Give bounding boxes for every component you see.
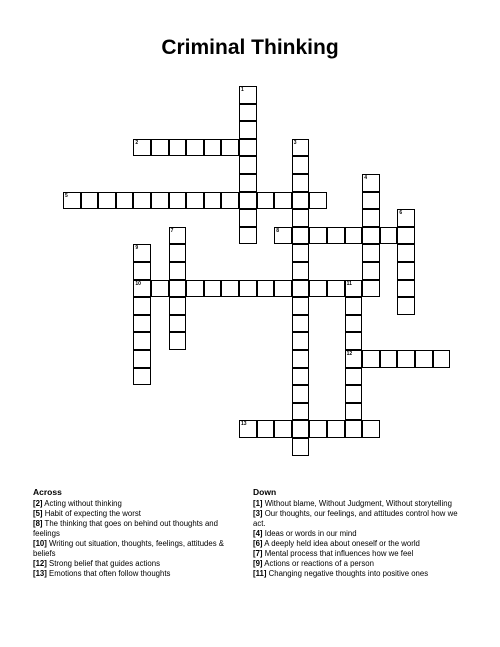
cell-number: 1 <box>241 87 244 93</box>
grid-cell[interactable] <box>397 297 415 315</box>
cell-number: 7 <box>170 227 174 234</box>
grid-cell[interactable] <box>169 315 187 333</box>
grid-cell[interactable] <box>221 139 239 157</box>
grid-cell[interactable] <box>239 192 257 210</box>
grid-cell[interactable] <box>239 420 257 438</box>
clue-text: Strong belief that guides actions <box>46 559 161 568</box>
grid-cell[interactable] <box>362 244 380 262</box>
grid-cell[interactable] <box>292 385 310 403</box>
grid-cell[interactable] <box>292 139 310 157</box>
grid-cell[interactable] <box>221 192 239 210</box>
grid-cell[interactable] <box>257 420 275 438</box>
puzzle-title: Criminal Thinking <box>161 36 339 59</box>
grid-cell[interactable] <box>239 174 257 192</box>
grid-cell[interactable] <box>239 139 257 157</box>
grid-cell[interactable] <box>133 332 151 350</box>
cell-number: 11 <box>346 280 352 287</box>
grid-cell[interactable] <box>186 280 204 298</box>
grid-cell[interactable] <box>133 350 151 368</box>
grid-cell[interactable] <box>239 104 257 122</box>
grid-cell[interactable] <box>327 227 345 245</box>
grid-cell[interactable] <box>292 209 310 227</box>
grid-cell[interactable] <box>274 280 292 298</box>
cell-number: 10 <box>135 280 141 287</box>
grid-cell[interactable] <box>133 368 151 386</box>
grid-cell[interactable] <box>169 280 187 298</box>
clue-number: [13] <box>33 569 47 578</box>
grid-cell[interactable] <box>169 244 187 262</box>
grid-cell[interactable] <box>98 192 116 210</box>
grid-cell[interactable] <box>292 280 310 298</box>
clue-down-4 <box>253 529 468 539</box>
grid-cell[interactable] <box>397 209 415 227</box>
clue-number: [3] <box>253 509 263 518</box>
clue-text: Changing negative thoughts into positive ones <box>266 569 429 578</box>
grid-cell[interactable] <box>292 244 310 262</box>
grid-cell[interactable] <box>292 262 310 280</box>
grid-cell[interactable] <box>239 227 257 245</box>
grid-cell[interactable] <box>380 227 398 245</box>
grid-cell[interactable] <box>186 139 204 157</box>
clue-text: A deeply held idea about oneself or the world <box>262 539 420 548</box>
grid-cell[interactable] <box>274 192 292 210</box>
grid-cell[interactable] <box>362 174 380 192</box>
grid-cell[interactable] <box>397 262 415 280</box>
clue-across-8 <box>33 519 243 539</box>
grid-cell[interactable] <box>169 139 187 157</box>
clue-across-12 <box>33 559 243 569</box>
cell-number: 3 <box>293 139 297 146</box>
clue-number: [5] <box>33 509 43 518</box>
grid-cell[interactable] <box>257 192 275 210</box>
clue-text: Actions or reactions of a person <box>262 559 374 568</box>
clue-text: Our thoughts, our feelings, and attitudes control how we act. <box>253 509 458 528</box>
grid-cell[interactable] <box>151 192 169 210</box>
grid-cell[interactable] <box>397 227 415 245</box>
grid-cell[interactable] <box>433 350 451 368</box>
grid-cell[interactable] <box>415 350 433 368</box>
grid-cell[interactable] <box>292 174 310 192</box>
grid-cell[interactable] <box>309 280 327 298</box>
grid-cell[interactable] <box>133 280 151 298</box>
clue-down-1 <box>253 499 468 509</box>
grid-cell[interactable] <box>151 139 169 157</box>
grid-cell[interactable] <box>133 297 151 315</box>
grid-cell[interactable] <box>116 192 134 210</box>
grid-cell[interactable] <box>345 350 363 368</box>
grid-cell[interactable] <box>133 244 151 262</box>
grid-cell[interactable] <box>133 315 151 333</box>
clue-number: [1] <box>253 499 263 508</box>
grid-cell[interactable] <box>169 297 187 315</box>
cell-number: 2 <box>135 139 139 146</box>
grid-cell[interactable] <box>345 280 363 298</box>
grid-cell[interactable] <box>292 297 310 315</box>
grid-cell[interactable] <box>362 350 380 368</box>
grid-cell[interactable] <box>169 227 187 245</box>
grid-cell[interactable] <box>362 280 380 298</box>
clue-down-6 <box>253 539 468 549</box>
grid-cell[interactable] <box>292 420 310 438</box>
clue-text: Acting without thinking <box>42 499 122 508</box>
grid-cell[interactable] <box>274 227 292 245</box>
grid-cell[interactable] <box>292 192 310 210</box>
grid-cell[interactable] <box>204 192 222 210</box>
clue-text: Writing out situation, thoughts, feelings, attitudes & beliefs <box>33 539 224 558</box>
grid-cell[interactable] <box>345 385 363 403</box>
grid-cell[interactable] <box>292 403 310 421</box>
grid-cell[interactable] <box>63 192 81 210</box>
clue-down-3 <box>253 509 468 529</box>
grid-cell[interactable] <box>309 227 327 245</box>
clue-text: Emotions that often follow thoughts <box>46 569 171 578</box>
grid-cell[interactable] <box>221 280 239 298</box>
grid-cell[interactable] <box>274 420 292 438</box>
across-clues <box>33 487 243 579</box>
clue-text: The thinking that goes on behind out thoughts and feelings <box>33 519 218 538</box>
grid-cell[interactable] <box>292 156 310 174</box>
grid-cell[interactable] <box>362 420 380 438</box>
grid-cell[interactable] <box>362 192 380 210</box>
clue-across-5 <box>33 509 243 519</box>
down-clues <box>253 487 468 579</box>
grid-cell[interactable] <box>169 262 187 280</box>
grid-cell[interactable] <box>239 280 257 298</box>
grid-cell[interactable] <box>292 227 310 245</box>
clue-down-7 <box>253 549 468 559</box>
clue-text: Mental process that influences how we feel <box>262 549 414 558</box>
grid-cell[interactable] <box>169 332 187 350</box>
clue-across-10 <box>33 539 243 559</box>
grid-cell[interactable] <box>397 280 415 298</box>
grid-cell[interactable] <box>345 297 363 315</box>
cell-number: 6 <box>399 210 403 217</box>
grid-cell[interactable] <box>327 420 345 438</box>
down-heading: Down <box>253 487 277 497</box>
grid-cell[interactable] <box>81 192 99 210</box>
grid-cell[interactable] <box>362 262 380 280</box>
grid-cell[interactable] <box>239 121 257 139</box>
grid-cell[interactable] <box>292 438 310 456</box>
grid-cell[interactable] <box>327 280 345 298</box>
grid-cell[interactable] <box>345 420 363 438</box>
clue-number: [7] <box>253 549 263 558</box>
grid-cell[interactable] <box>397 350 415 368</box>
grid-cell[interactable] <box>239 156 257 174</box>
grid-cell[interactable] <box>397 244 415 262</box>
grid-cell[interactable] <box>345 332 363 350</box>
grid-cell[interactable] <box>292 368 310 386</box>
clue-number: [12] <box>33 559 47 568</box>
clue-down-11 <box>253 569 468 579</box>
grid-cell[interactable] <box>292 332 310 350</box>
grid-cell[interactable] <box>151 280 169 298</box>
grid-cell[interactable] <box>309 192 327 210</box>
cell-number: 4 <box>364 175 367 181</box>
grid-cell[interactable] <box>362 209 380 227</box>
grid-cell[interactable] <box>292 350 310 368</box>
grid-cell[interactable] <box>186 192 204 210</box>
cell-number: 9 <box>135 245 139 252</box>
clue-text: Habit of expecting the worst <box>42 509 141 518</box>
clue-across-2 <box>33 499 243 509</box>
grid-cell[interactable] <box>239 209 257 227</box>
grid-cell[interactable] <box>345 403 363 421</box>
cell-number: 5 <box>65 192 68 199</box>
clue-text: Without blame, Without Judgment, Without storytelling <box>262 499 452 508</box>
grid-cell[interactable] <box>362 227 380 245</box>
grid-cell[interactable] <box>345 315 363 333</box>
clue-number: [11] <box>253 569 267 578</box>
grid-cell[interactable] <box>204 280 222 298</box>
grid-cell[interactable] <box>345 227 363 245</box>
clue-number: [10] <box>33 539 47 548</box>
clue-text: Ideas or words in our mind <box>262 529 357 538</box>
clue-number: [2] <box>33 499 43 508</box>
clue-across-13 <box>33 569 243 579</box>
cell-number: 12 <box>346 351 353 357</box>
cell-number: 8 <box>276 227 279 234</box>
grid-cell[interactable] <box>239 86 257 104</box>
cell-number: 13 <box>241 421 247 428</box>
clue-number: [9] <box>253 559 263 568</box>
across-heading: Across <box>33 487 62 497</box>
grid-cell[interactable] <box>133 192 151 210</box>
clue-down-9 <box>253 559 468 569</box>
grid-cell[interactable] <box>309 420 327 438</box>
grid-cell[interactable] <box>133 139 151 157</box>
grid-cell[interactable] <box>292 315 310 333</box>
clue-number: [8] <box>33 519 43 528</box>
grid-cell[interactable] <box>380 350 398 368</box>
grid-cell[interactable] <box>133 262 151 280</box>
grid-cell[interactable] <box>257 280 275 298</box>
clue-number: [4] <box>253 529 263 538</box>
grid-cell[interactable] <box>204 139 222 157</box>
clue-number: [6] <box>253 539 263 548</box>
grid-cell[interactable] <box>345 368 363 386</box>
grid-cell[interactable] <box>169 192 187 210</box>
